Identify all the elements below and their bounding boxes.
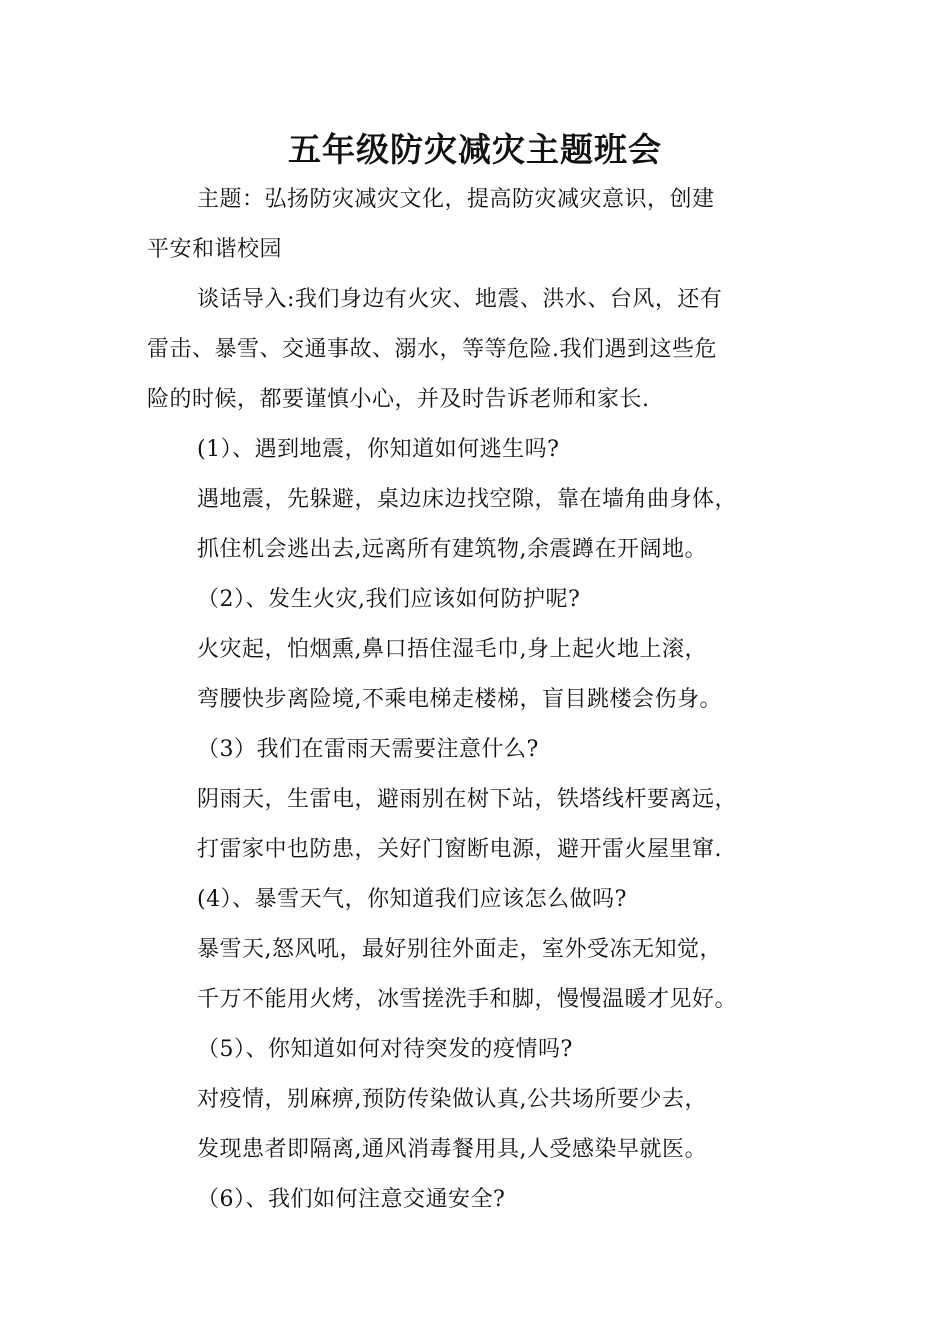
answer-2-line-1: 火灾起，怕烟熏,鼻口捂住湿毛巾,身上起火地上滚， — [197, 637, 707, 662]
question-4: (4）、暴雪天气，你知道我们应该怎么做吗? — [197, 887, 627, 912]
answer-2-line-2: 弯腰快步离险境,不乘电梯走楼梯，盲目跳楼会伤身。 — [197, 687, 722, 712]
answer-1-line-1: 遇地震，先躲避，桌边床边找空隙，靠在墙角曲身体， — [197, 487, 738, 512]
answer-5-line-2: 发现患者即隔离,通风消毒餐用具,人受感染早就医。 — [197, 1137, 707, 1162]
question-1: (1）、遇到地震，你知道如何逃生吗? — [197, 437, 560, 462]
answer-5-line-1: 对疫情，别麻痹,预防传染做认真,公共场所要少去， — [197, 1087, 707, 1112]
theme-line-1: 主题：弘扬防灾减灾文化，提高防灾减灾意识，创建 — [197, 187, 715, 212]
theme-line-2: 平安和谐校园 — [147, 237, 283, 262]
answer-3-line-1: 阴雨天，生雷电，避雨别在树下站，铁塔线杆要离远， — [197, 787, 738, 812]
intro-line-3: 险的时候，都要谨慎小心，并及时告诉老师和家长. — [147, 387, 650, 412]
question-5: （5）、你知道如何对待突发的疫情吗? — [197, 1037, 573, 1062]
answer-1-line-2: 抓住机会逃出去,远离所有建筑物,余震蹲在开阔地。 — [197, 537, 707, 562]
question-3: （3）我们在雷雨天需要注意什么? — [197, 737, 539, 762]
intro-line-2: 雷击、暴雪、交通事故、溺水，等等危险.我们遇到这些危 — [147, 337, 717, 362]
document-title: 五年级防灾减灾主题班会 — [288, 130, 662, 169]
answer-3-line-2: 打雷家中也防患，关好门窗断电源，避开雷火屋里窜. — [197, 837, 722, 862]
answer-4-line-1: 暴雪天,怒风吼，最好别往外面走，室外受冻无知觉， — [197, 937, 722, 962]
intro-line-1: 谈话导入:我们身边有火灾、地震、洪水、台风，还有 — [197, 287, 723, 312]
answer-4-line-2: 千万不能用火烤，冰雪搓洗手和脚，慢慢温暖才见好。 — [197, 987, 738, 1012]
question-6: （6）、我们如何注意交通安全? — [197, 1187, 506, 1212]
question-2: （2）、发生火灾,我们应该如何防护呢? — [197, 587, 581, 612]
